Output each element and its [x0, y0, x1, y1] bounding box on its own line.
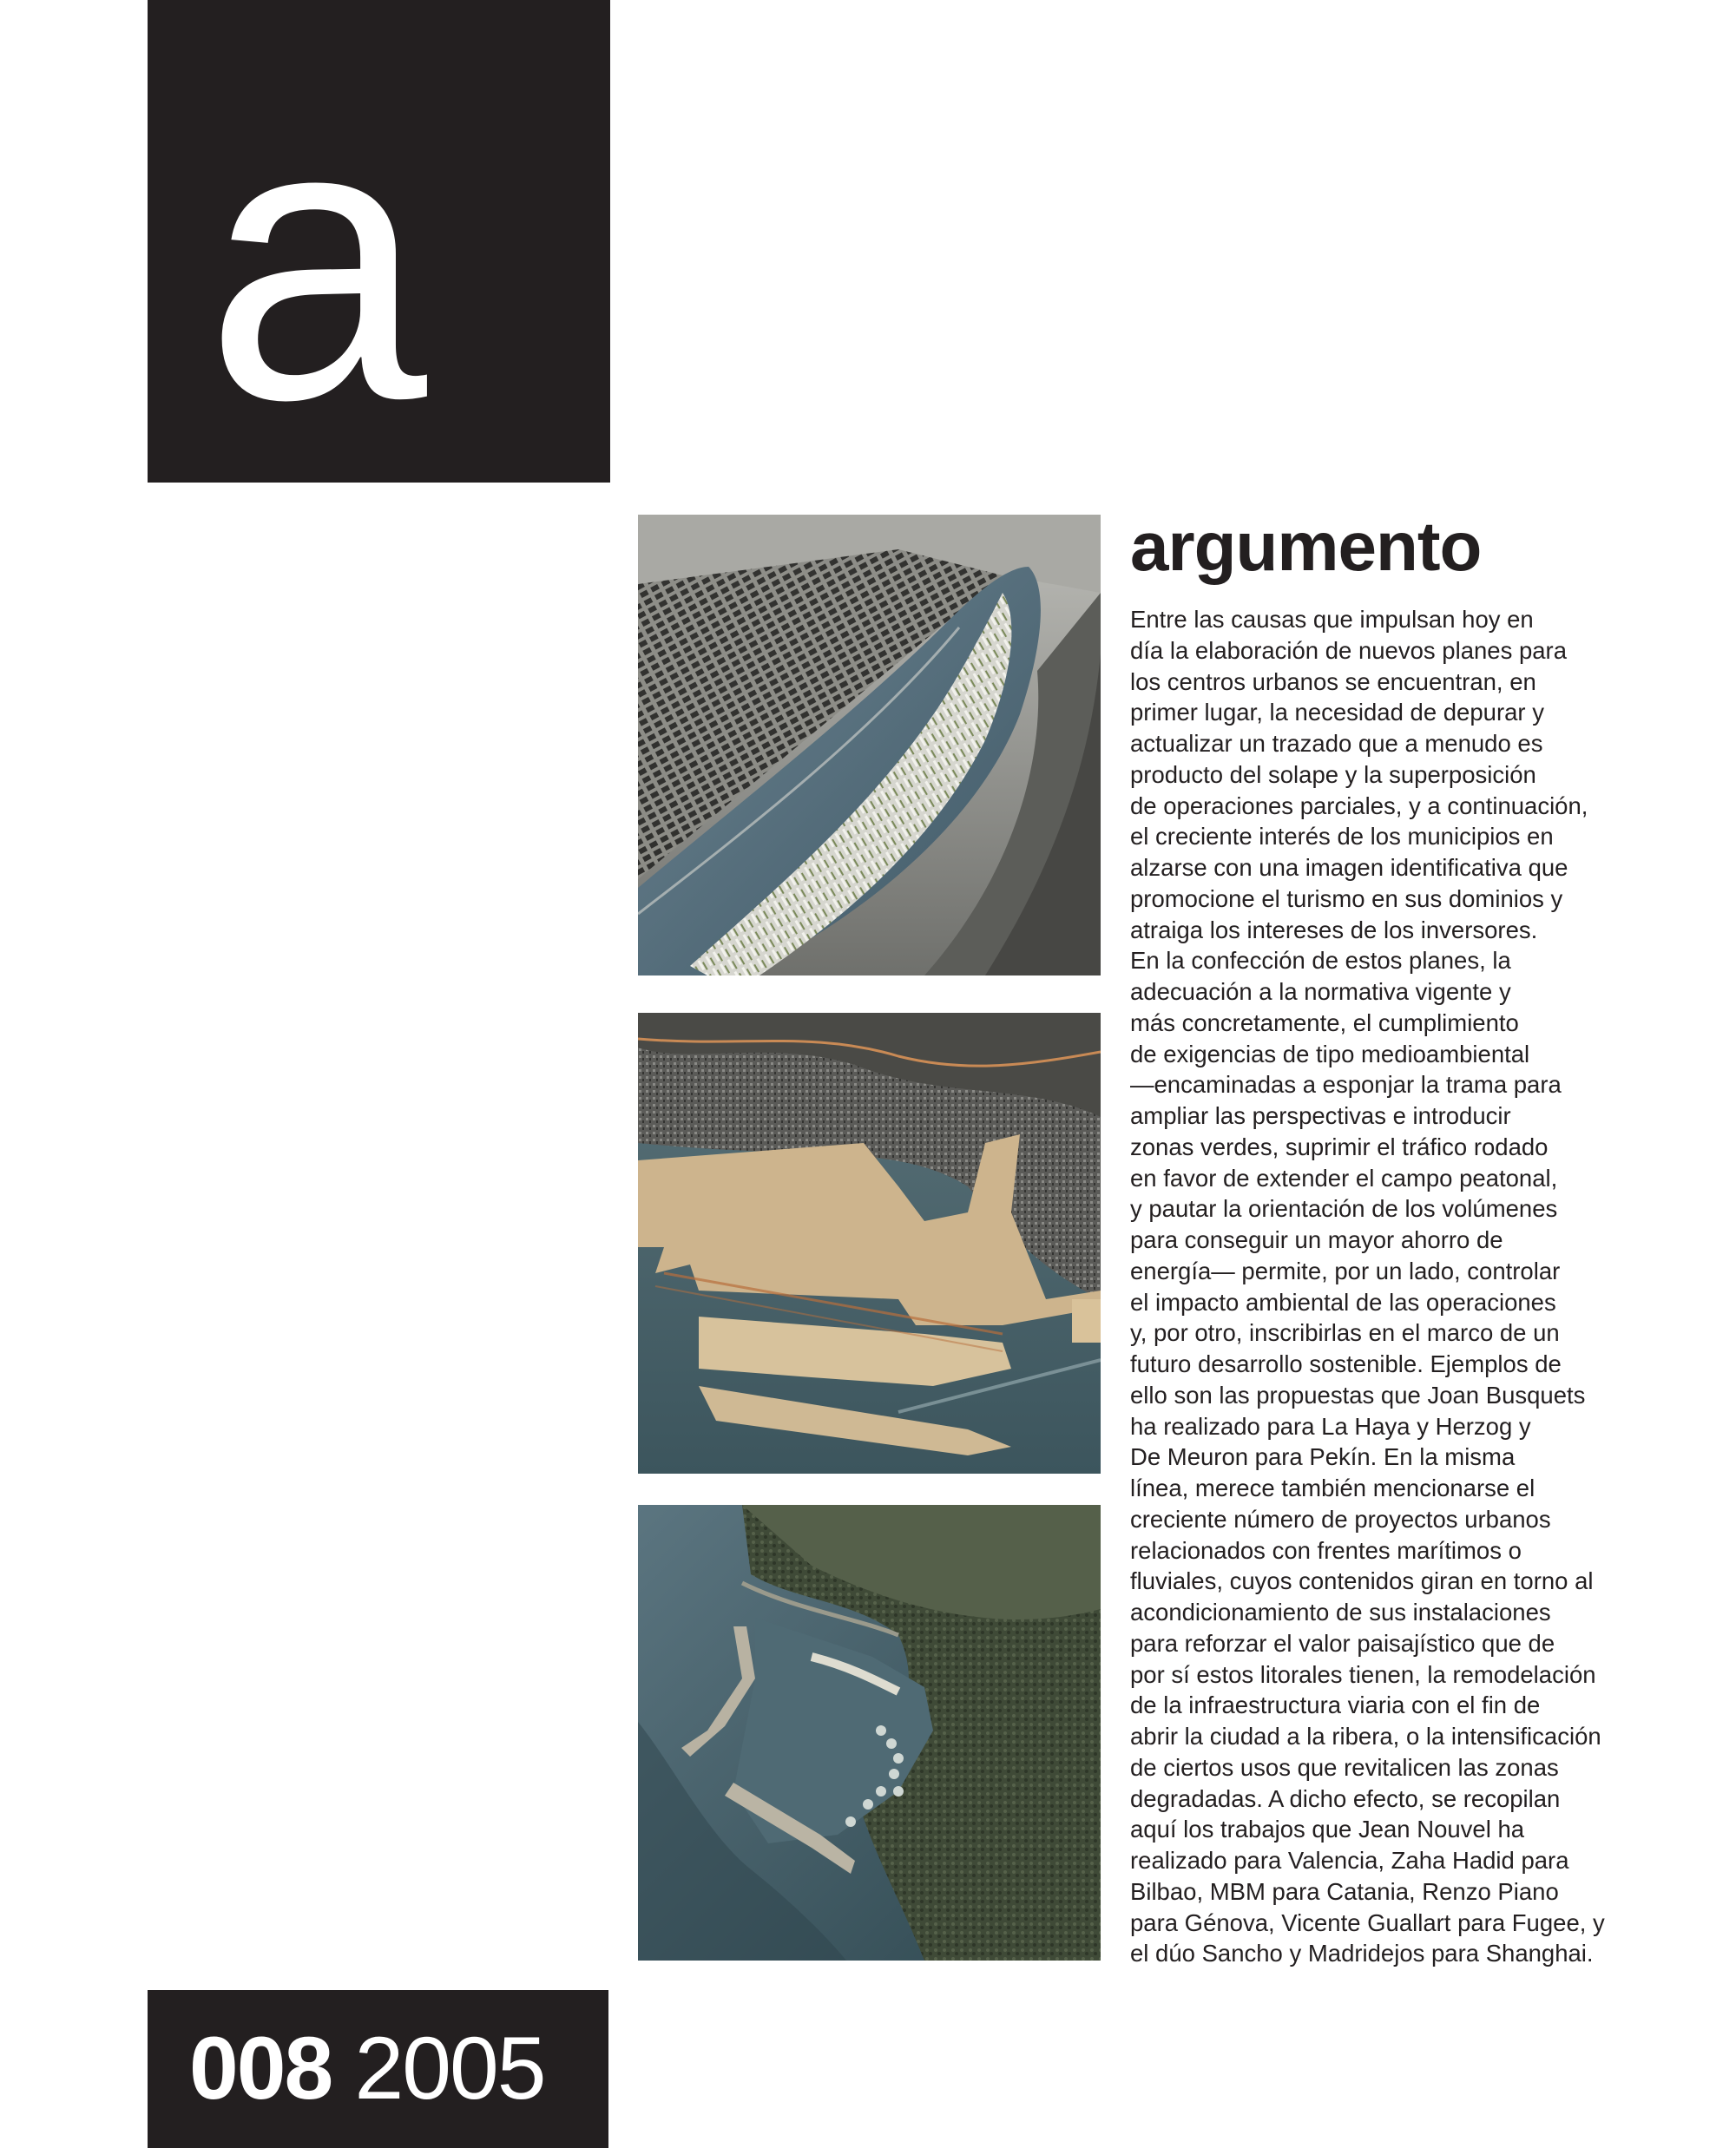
- body-line: De Meuron para Pekín. En la misma: [1130, 1443, 1516, 1471]
- body-line: el dúo Sancho y Madridejos para Shanghai.: [1130, 1940, 1594, 1967]
- body-line: actualizar un trazado que a menudo es: [1130, 730, 1543, 757]
- body-line: relacionados con frentes marítimos o: [1130, 1536, 1522, 1564]
- body-line: ha realizado para La Haya y Herzog y: [1130, 1412, 1531, 1440]
- body-line: ampliar las perspectivas e introducir: [1130, 1102, 1511, 1129]
- body-line: más concretamente, el cumplimiento: [1130, 1008, 1519, 1036]
- issue-block: [148, 1990, 608, 2148]
- body-line: Entre las causas que impulsan hoy en: [1130, 606, 1534, 633]
- body-line: fluviales, cuyos contenidos giran en torno al: [1130, 1567, 1594, 1595]
- body-line: el impacto ambiental de las operaciones: [1130, 1288, 1556, 1316]
- body-line: y, por otro, inscribirlas en el marco de un: [1130, 1319, 1560, 1347]
- body-line: día la elaboración de nuevos planes para: [1130, 636, 1568, 664]
- body-line: zonas verdes, suprimir el tráfico rodado: [1130, 1133, 1549, 1160]
- body-line: ello son las propuestas que Joan Busquets: [1130, 1381, 1586, 1409]
- body-line: de exigencias de tipo medioambiental: [1130, 1040, 1530, 1067]
- body-line: para Génova, Vicente Guallart para Fugee, y: [1130, 1908, 1605, 1936]
- body-line: aquí los trabajos que Jean Nouvel ha: [1130, 1816, 1525, 1843]
- body-line: energía— permite, por un lado, controlar: [1130, 1257, 1561, 1284]
- body-line: abrir la ciudad a la ribera, o la intensificación: [1130, 1723, 1601, 1750]
- logo-block: [148, 0, 610, 483]
- body-line: degradadas. A dicho efecto, se recopilan: [1130, 1784, 1561, 1812]
- body-line: para reforzar el valor paisajístico que de: [1130, 1629, 1555, 1657]
- body-line: atraiga los intereses de los inversores.: [1130, 916, 1538, 943]
- body-line: y pautar la orientación de los volúmenes: [1130, 1195, 1558, 1223]
- issue-number: 008: [189, 2019, 332, 2118]
- section-title: argumento: [1130, 508, 1482, 585]
- body-line: primer lugar, la necesidad de depurar y: [1130, 699, 1544, 726]
- body-line: el creciente interés de los municipios en: [1130, 823, 1554, 851]
- body-line: acondicionamiento de sus instalaciones: [1130, 1599, 1551, 1626]
- photo-port-aerial: [638, 1013, 1101, 1474]
- body-line: adecuación a la normativa vigente y: [1130, 978, 1511, 1005]
- body-line: los centros urbanos se encuentran, en: [1130, 667, 1536, 695]
- body-line: alzarse con una imagen identificativa que: [1130, 854, 1568, 881]
- body-line: creciente número de proyectos urbanos: [1130, 1505, 1551, 1533]
- body-line: producto del solape y la superposición: [1130, 760, 1536, 788]
- body-line: en favor de extender el campo peatonal,: [1130, 1164, 1558, 1192]
- photo-harbour-aerial: [638, 1505, 1101, 1961]
- body-line: de operaciones parciales, y a continuación,: [1130, 792, 1588, 819]
- issue-label: [189, 2019, 545, 2118]
- body-line: futuro desarrollo sostenible. Ejemplos de: [1130, 1350, 1562, 1377]
- body-line: —encaminadas a esponjar la trama para: [1130, 1071, 1562, 1099]
- body-line: línea, merece también mencionarse el: [1130, 1475, 1535, 1501]
- body-line: por sí estos litorales tienen, la remodelación: [1130, 1660, 1596, 1688]
- body-line: realizado para Valencia, Zaha Hadid para: [1130, 1847, 1569, 1874]
- issue-year: 2005: [354, 2019, 545, 2118]
- body-line: de ciertos usos que revitalicen las zonas: [1130, 1753, 1559, 1781]
- body-line: Bilbao, MBM para Catania, Renzo Piano: [1130, 1877, 1559, 1905]
- body-line: para conseguir un mayor ahorro de: [1130, 1226, 1503, 1253]
- article-body: [1130, 604, 1616, 1969]
- logo-letter: a: [205, 37, 420, 483]
- body-line: En la confección de estos planes, la: [1130, 947, 1511, 975]
- photo-river-city-aerial: [638, 515, 1101, 975]
- body-line: de la infraestructura viaria con el fin de: [1130, 1691, 1541, 1719]
- body-line: promocione el turismo en sus dominios y: [1130, 884, 1563, 912]
